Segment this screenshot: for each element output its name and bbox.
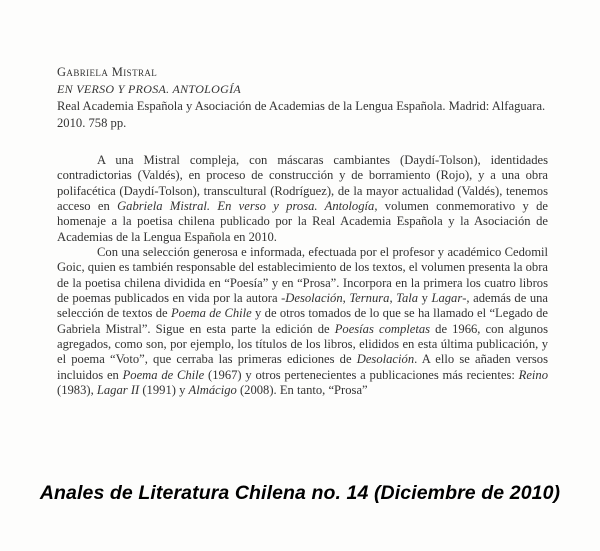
body-text-segment: , volumen conmemorativo y de homenaje a la poetisa chilena publicado por la Real Academia Española y la Asociación de Academias de la Lengua Española en 2010.: [57, 199, 548, 244]
body-text-segment: y de otros tomados de lo que se ha llamado el “Legado de Gabriela Mistral”. Sigue en esta parte la edición de: [57, 306, 548, 336]
journal-caption: Anales de Literatura Chilena no. 14 (Diciembre de 2010): [39, 482, 561, 504]
body-text-segment: (1983),: [57, 383, 97, 398]
book-title: EN VERSO Y PROSA. ANTOLOGÍA: [57, 82, 241, 96]
body-text-segment: (1991) y: [139, 383, 189, 398]
body-text-segment: Con una selección generosa e informada, efectuada por el profesor y académico Cedomil Goic, quien es también responsable del establecimiento de los textos, el volumen presenta la obra de la poetisa chilena dividida en “Poesía” y en “Prosa”. Incorpora en la primera los cuatro libros de poemas publicados en vida por la autora -: [57, 245, 549, 306]
italic-title-text: Reino: [518, 367, 549, 382]
review-header: [57, 64, 557, 132]
body-text-segment: . A ello se añaden versos incluidos en: [57, 352, 549, 382]
body-text-segment: (1967) y otros pertenecientes a publicaciones más recientes:: [204, 367, 519, 382]
paragraph-2: [57, 245, 548, 398]
body-text-segment: (2008). En tanto, “Prosa”: [236, 383, 368, 398]
review-body: [57, 153, 548, 399]
italic-title-text: Gabriela Mistral. En verso y prosa. Antología: [117, 199, 375, 214]
italic-title-text: Lagar II: [96, 383, 140, 398]
italic-title-text: Lagar: [431, 291, 463, 306]
body-text-segment: -, además de una selección de textos de: [57, 291, 549, 321]
italic-title-text: Poema de Chile: [122, 367, 205, 382]
author-name: Gabriela Mistral: [57, 65, 158, 79]
publication-info: Real Academia Española y Asociación de Academias de la Lengua Española. Madrid: Alfaguara. 2010. 758 pp.: [57, 99, 546, 130]
body-text-segment: y: [418, 291, 432, 306]
italic-title-text: Desolación, Ternura, Tala: [285, 291, 419, 306]
body-text-segment: de 1966, con algunos agregados, como son, por ejemplo, los títulos de los libros, elididos en esta última publicación, y el poema “Voto”, que cerraba las primeras ediciones de: [57, 321, 549, 367]
italic-title-text: Poema de Chile: [170, 306, 252, 321]
body-text-segment: A una Mistral compleja, con máscaras cambiantes (Daydí-Tolson), identidades contradictorias (Valdés), en proceso de construcción y de borramiento (Rojo), y a una obra polifacética (Daydí-Tolson), transcultural (Rodríguez), de la mayor actualidad (Valdés), tenemos acceso en: [57, 153, 548, 214]
paragraph-1: [57, 153, 548, 245]
italic-title-text: Almácigo: [188, 383, 237, 398]
italic-title-text: Desolación: [356, 352, 415, 367]
italic-title-text: Poesías completas: [334, 321, 431, 336]
